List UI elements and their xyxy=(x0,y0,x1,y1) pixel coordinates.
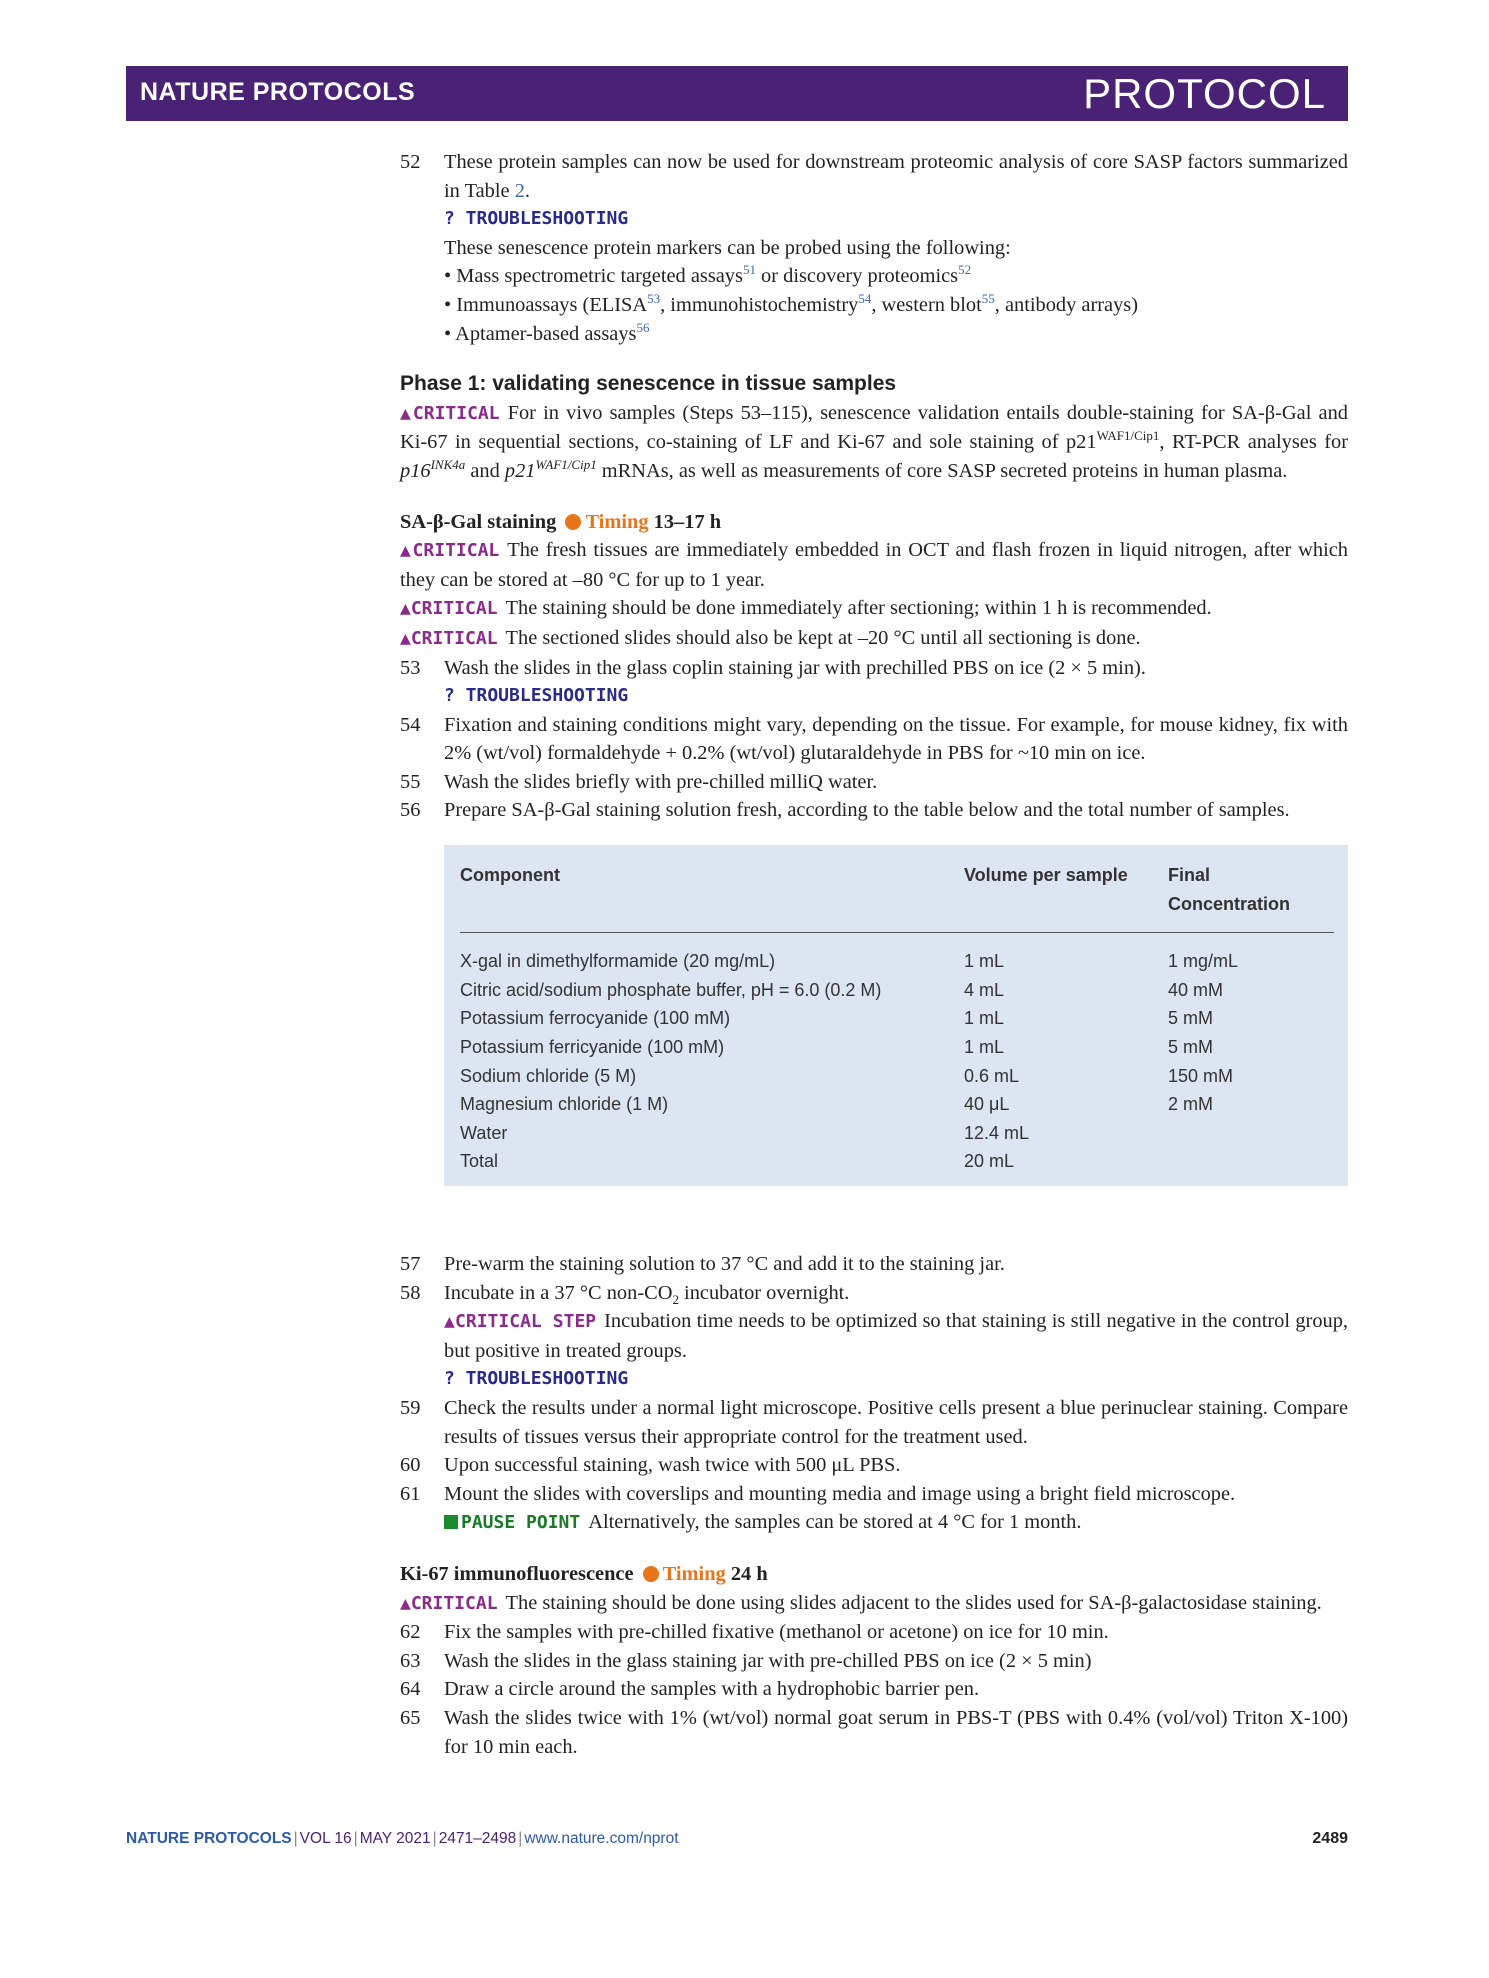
page-header xyxy=(126,66,1348,121)
citation-link[interactable]: 55 xyxy=(981,291,995,307)
footer-journal: NATURE PROTOCOLS xyxy=(126,1830,292,1847)
table-row: Citric acid/sodium phosphate buffer, pH = 6.0 (0.2 M) 4 mL 40 mM xyxy=(460,979,1224,1000)
timing-label: Timing xyxy=(585,510,649,533)
timing-label: Timing xyxy=(662,1562,726,1585)
critical-note: ▲CRITICAL The fresh tissues are immediately embedded in OCT and flash frozen in liquid nitrogen, after which they can be stored at –80 °C for up to 1 year. xyxy=(400,539,1348,591)
troubleshooting-link[interactable]: ? TROUBLESHOOTING xyxy=(444,1368,629,1390)
step-62: 62 Fix the samples with pre-chilled fixative (methanol or acetone) on ice for 10 min. xyxy=(400,1621,1109,1644)
markers-intro: These senescence protein markers can be probed using the following: xyxy=(444,236,1011,259)
step-56: 56 Prepare SA-β-Gal staining solution fresh, according to the table below and the total number of samples. xyxy=(400,799,1290,822)
staining-solution-table xyxy=(444,845,1348,1186)
troubleshooting-link[interactable]: ? TROUBLESHOOTING xyxy=(444,208,629,230)
bullet-item: • Immunoassays (ELISA$^{53}$, immunohistochemistry$^{54}$, western blot$^{55}$, antibody arrays) xyxy=(444,291,1139,316)
step-58: 58 Incubate in a 37 °C non-$CO_2$ incubator overnight. xyxy=(400,1281,850,1307)
article-body xyxy=(400,148,1348,1761)
pause-icon xyxy=(444,1515,458,1529)
phase-critical-note: ▲CRITICAL For in vivo samples (Steps 53–115), senescence validation entails double-staining for SA-β-Gal and Ki-67 in sequential sections, co-staining of LF and Ki-67 and sole staining of $p21^{WAF1/Cip1}$, RT-PCR analyses for $p16^{INK4a}$ and $p21^{WAF1/Cip1}$ mRNAs, as well as measurements of core SASP secreted proteins in human plasma. xyxy=(400,401,1348,482)
critical-note: ▲CRITICAL The sectioned slides should also be kept at –20 °C until all sectioning is done. xyxy=(400,626,1141,649)
step-text: These protein samples can now be used for downstream proteomic analysis of core SASP factors summarized in Table 2. xyxy=(444,151,1348,202)
column-header: Component xyxy=(460,865,560,886)
step-53: 53 Wash the slides in the glass coplin staining jar with prechilled PBS on ice (2 × 5 min). xyxy=(400,656,1146,679)
pause-point-note: PAUSE POINT Alternatively, the samples can be stored at 4 °C for 1 month. xyxy=(400,1508,1348,1538)
table-reference-link[interactable]: 2 xyxy=(514,179,525,202)
page-number: 2489 xyxy=(1312,1830,1348,1847)
citation-link[interactable]: 56 xyxy=(636,319,650,335)
critical-note: ▲CRITICAL The staining should be done using slides adjacent to the slides used for SA-β-galactosidase staining. xyxy=(400,1591,1322,1614)
journal-name: NATURE PROTOCOLS xyxy=(140,78,416,106)
critical-label: ▲CRITICAL xyxy=(400,402,500,424)
table-row: Total 20 mL xyxy=(460,1151,1015,1172)
section-heading-sagal: SA-β-Gal staining Timing 13–17 h xyxy=(400,510,722,533)
footer-pages: 2471–2498 xyxy=(438,1830,517,1847)
timing-value: 24 h xyxy=(730,1562,768,1585)
step-60: 60 Upon successful staining, wash twice with 500 μL PBS. xyxy=(400,1454,901,1477)
footer-url-link[interactable]: www.nature.com/nprot xyxy=(524,1830,679,1847)
timing-icon xyxy=(643,1566,659,1582)
table-row: Water 12.4 mL xyxy=(460,1122,1030,1143)
step-64: 64 Draw a circle around the samples with a hydrophobic barrier pen. xyxy=(400,1678,980,1701)
critical-note: ▲CRITICAL The staining should be done immediately after sectioning; within 1 h is recommended. xyxy=(400,597,1212,620)
step-65: 65 Wash the slides twice with 1% (wt/vol) normal goat serum in PBS-T (PBS with 0.4% (vol/vol) Triton X-100) for 10 min each. xyxy=(400,1706,1348,1758)
timing-icon xyxy=(565,514,581,530)
troubleshooting-link[interactable]: ? TROUBLESHOOTING xyxy=(444,685,629,707)
column-header: Final Concentration xyxy=(1168,865,1291,914)
footer-volume: VOL 16 xyxy=(299,1830,352,1847)
table-header-row xyxy=(460,857,1334,933)
step-55: 55 Wash the slides briefly with pre-chilled milliQ water. xyxy=(400,770,878,793)
table-row: Potassium ferricyanide (100 mM) 1 mL 5 mM xyxy=(460,1037,1213,1058)
step-59: 59 Check the results under a normal light microscope. Positive cells present a blue perinuclear staining. Compare results of tissues versus their appropriate control for the treatment used. xyxy=(400,1396,1348,1448)
step-57: 57 Pre-warm the staining solution to 37 °C and add it to the staining jar. xyxy=(400,1253,1005,1275)
citation-link[interactable]: 51 xyxy=(742,262,756,278)
table-row: Potassium ferrocyanide (100 mM) 1 mL 5 mM xyxy=(460,1008,1213,1029)
footer-date: MAY 2021 xyxy=(359,1830,431,1847)
section-heading-ki67: Ki-67 immunofluorescence Timing 24 h xyxy=(400,1562,768,1585)
table-row: Magnesium chloride (1 M) 40 μL 2 mM xyxy=(460,1094,1213,1115)
critical-step-note: ▲CRITICAL STEP Incubation time needs to be optimized so that staining is still negative in the control group, but positive in treated groups. xyxy=(444,1310,1348,1362)
step-54: 54 Fixation and staining conditions might vary, depending on the tissue. For example, for mouse kidney, fix with 2% (wt/vol) formaldehyde + 0.2% (wt/vol) glutaraldehyde in PBS for ~10 min on ice. xyxy=(400,713,1348,765)
citation-link[interactable]: 54 xyxy=(858,291,872,307)
timing-value: 13–17 h xyxy=(653,510,722,533)
step-number: 52 xyxy=(400,151,421,173)
phase-heading: Phase 1: validating senescence in tissue samples xyxy=(400,372,897,396)
step-63: 63 Wash the slides in the glass staining jar with pre-chilled PBS on ice (2 × 5 min) xyxy=(400,1649,1092,1672)
article-type: PROTOCOL xyxy=(1083,70,1326,117)
page-footer: NATURE PROTOCOLS | VOL 16 | MAY 2021 | 2471–2498 | www.nature.com/nprot 2489 xyxy=(126,1830,1348,1847)
step-61: 61 Mount the slides with coverslips and mounting media and image using a bright field microscope. xyxy=(400,1482,1236,1505)
step-52 xyxy=(400,148,1348,205)
bullet-item: • Aptamer-based assays$^{56}$ xyxy=(444,319,650,345)
citation-link[interactable]: 52 xyxy=(958,262,972,278)
table-row: X-gal in dimethylformamide (20 mg/mL) 1 mL 1 mg/mL xyxy=(460,951,1239,972)
column-header: Volume per sample xyxy=(964,865,1128,886)
bullet-item: • Mass spectrometric targeted assays$^{51}$ or discovery proteomics$^{52}$ xyxy=(444,262,972,288)
table-row: Sodium chloride (5 M) 0.6 mL 150 mM xyxy=(460,1065,1234,1086)
citation-link[interactable]: 53 xyxy=(647,291,661,307)
